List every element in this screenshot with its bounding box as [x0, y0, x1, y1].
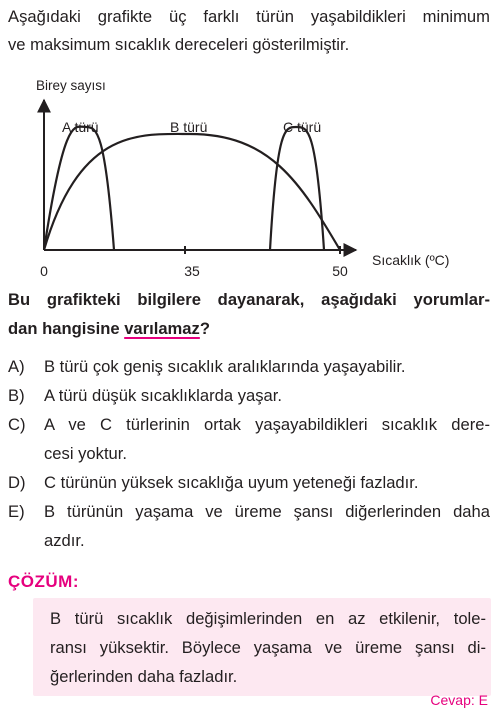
option-text: B türü çok geniş sıcaklık aralıklarında yaşayabilir.: [44, 357, 406, 376]
y-axis-label: Birey sayısı: [36, 78, 106, 93]
option-b[interactable]: [8, 381, 490, 410]
solution-line-3: ğerlerinden daha fazladır.: [50, 667, 238, 686]
option-c[interactable]: [8, 410, 490, 468]
temperature-chart: [0, 72, 496, 282]
x-tick-label-50: 50: [332, 263, 348, 279]
question-mark: ?: [199, 319, 210, 338]
solution-title: ÇÖZÜM:: [8, 572, 79, 591]
option-letter: C): [8, 415, 26, 434]
x-axis-label: Sıcaklık (ºC): [372, 252, 450, 268]
intro-text: [8, 3, 490, 59]
option-text: A ve C türlerinin ortak yaşayabildikleri sıcaklık dere-: [44, 415, 490, 434]
question-line-1: Bu grafikteki bilgilere dayanarak, aşağıdaki yorumlar-: [8, 290, 490, 309]
option-e[interactable]: [8, 497, 490, 555]
intro-line-1: Aşağıdaki grafikte üç farklı türün yaşabildikleri minimum: [8, 7, 490, 26]
option-letter: D): [8, 473, 26, 492]
option-letter: A): [8, 357, 25, 376]
x-tick-label-35: 35: [184, 263, 200, 279]
question-line-2: [8, 314, 490, 343]
option-letter: E): [8, 502, 25, 521]
series-line-c: [270, 127, 324, 250]
solution-text: [50, 604, 486, 691]
series-label-a: A türü: [62, 119, 99, 135]
option-text-cont: azdır.: [44, 531, 85, 550]
option-text-cont: cesi yoktur.: [44, 444, 128, 463]
solution-line-2: ransı yüksektir. Böylece yaşama ve üreme şansı di-: [50, 638, 486, 657]
option-letter: B): [8, 386, 25, 405]
option-text: C türünün yüksek sıcaklığa uyum yeteneği fazladır.: [44, 473, 419, 492]
intro-line-2: ve maksimum sıcaklık dereceleri gösterilmiştir.: [8, 35, 350, 54]
x-tick-label-0: 0: [40, 263, 48, 279]
series-line-b: [44, 134, 340, 250]
option-d[interactable]: [8, 468, 490, 497]
option-text: A türü düşük sıcaklıklarda yaşar.: [44, 386, 282, 405]
answer-options: [8, 352, 490, 555]
series-label-c: C türü: [283, 119, 322, 135]
option-a[interactable]: [8, 352, 490, 381]
series-line-a: [44, 127, 114, 250]
answer-label: Cevap: E: [430, 692, 488, 708]
option-text: B türünün yaşama ve üreme şansı diğerlerinden daha: [44, 502, 490, 521]
series-label-b: B türü: [170, 119, 208, 135]
question-text: [8, 285, 490, 343]
solution-line-1: B türü sıcaklık değişimlerinden en az etkilenir, tole-: [50, 609, 486, 628]
question-keyword: varılamaz: [124, 319, 200, 338]
question-line-2-start: dan hangisine: [8, 319, 125, 338]
